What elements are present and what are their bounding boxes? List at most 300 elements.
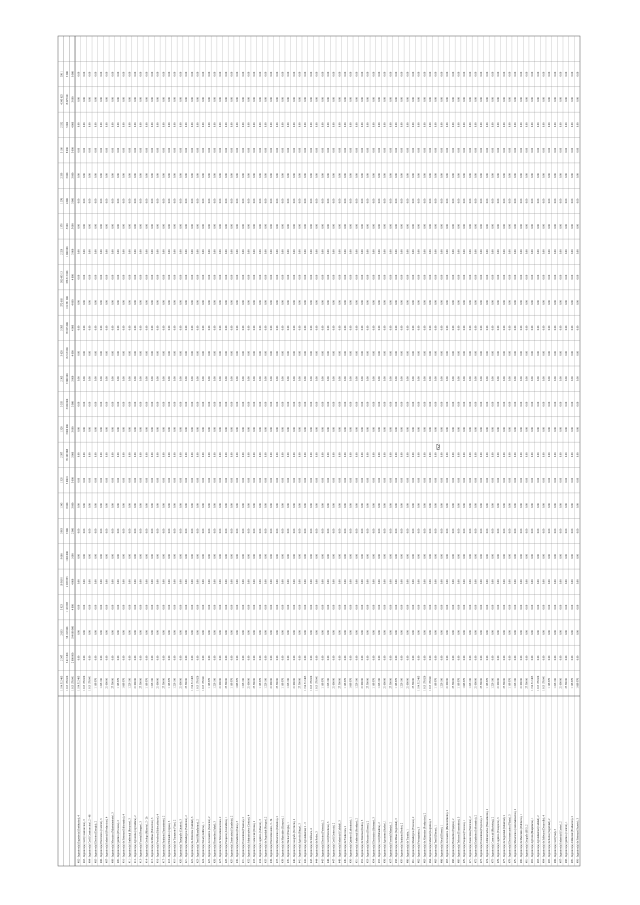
table-cell: 0.00	[224, 173, 228, 178]
table-cell: 0.00	[553, 528, 557, 534]
table-cell: 0.00	[315, 325, 319, 331]
table-cell: 0.00	[502, 325, 506, 331]
table-cell: 0.00	[202, 452, 206, 458]
table-cell: 0.00	[122, 452, 126, 458]
header-cell: 3 000	[71, 172, 75, 179]
table-cell: 0.00	[196, 554, 200, 559]
table-cell: 0.00	[145, 198, 149, 204]
table-cell: 0.00	[88, 503, 92, 508]
table-cell: 0.00	[224, 351, 228, 356]
table-cell: 0.00	[338, 376, 342, 381]
table-cell: 0.00	[417, 554, 421, 559]
table-cell: 0.00	[134, 477, 138, 483]
table-cell: 0.00	[219, 528, 223, 534]
table-cell: 1 228 100	[287, 678, 291, 689]
table-cell: 0.00	[236, 655, 240, 661]
table-cell: 0.00	[281, 477, 285, 483]
table-cell: 27 500 00	[224, 678, 228, 689]
table-cell: 0.00	[162, 198, 166, 204]
table-cell: 0.00	[88, 249, 92, 255]
table-cell: 0.00	[236, 376, 240, 381]
table-cell: 0.00	[122, 528, 126, 534]
table-cell: 0.00	[213, 427, 217, 432]
table-cell: 0.00	[309, 122, 313, 128]
table-cell: 0.00	[185, 452, 189, 458]
table-cell: 0.00	[474, 427, 478, 432]
table-cell: 0.00	[412, 579, 416, 585]
table-cell: 0.00	[134, 655, 138, 661]
table-cell: 0.00	[440, 604, 444, 610]
table-cell: 0.00	[134, 452, 138, 458]
table-cell: 0.00	[253, 503, 257, 508]
row-label: 489 - Ingeniero(a) Ambiental (Evaluacion), 2	[570, 816, 574, 863]
table-cell: 0.00	[536, 224, 540, 229]
table-cell: 0.00	[241, 503, 245, 508]
table-cell: 0.00	[213, 97, 217, 102]
table-cell: 0.00	[491, 71, 495, 77]
table-cell: 0.00	[451, 655, 455, 661]
table-cell: 0.00	[190, 122, 194, 128]
table-cell: 0.00	[548, 325, 552, 331]
table-cell: 0.00	[88, 630, 92, 635]
table-cell: 0.00	[406, 351, 410, 356]
table-cell: 0.00	[321, 528, 325, 534]
table-cell: 0.00	[536, 71, 540, 77]
table-cell: 0.00	[497, 452, 501, 458]
row-label: 486 - Ingeniero(a) Civil (Vial), 3	[553, 829, 557, 863]
table-cell: 0.00	[338, 401, 342, 407]
table-cell: 0.00	[122, 198, 126, 204]
table-cell: 0.00	[185, 71, 189, 77]
table-cell: 0.00	[576, 579, 580, 585]
table-cell: 0.00	[179, 604, 183, 610]
table-cell: 0.00	[332, 351, 336, 356]
table-cell: 0.00	[207, 579, 211, 585]
table-cell: 1 228 100	[151, 678, 155, 689]
table-cell: 0.00	[304, 147, 308, 153]
table-cell: 0.00	[559, 604, 563, 610]
table-cell: 0.00	[565, 71, 569, 77]
table-cell: 0.00	[457, 604, 461, 610]
table-cell: 0.00	[338, 604, 342, 610]
table-cell: 0.00	[338, 554, 342, 559]
table-cell: 0.00	[321, 122, 325, 128]
table-cell: 0.00	[383, 503, 387, 508]
table-cell: 0.00	[326, 528, 330, 534]
table-cell: 0.00	[485, 249, 489, 255]
table-cell: 27 500 00	[185, 678, 189, 689]
table-cell: 0.00	[253, 147, 257, 153]
table-cell: 21 000 00	[332, 678, 336, 689]
table-cell: 0.00	[224, 147, 228, 153]
table-cell: 0.00	[446, 224, 450, 229]
table-cell: 0.00	[196, 97, 200, 102]
table-cell: 0.00	[88, 198, 92, 204]
table-cell: 0.00	[508, 198, 512, 204]
table-cell: 0.00	[570, 173, 574, 178]
table-cell: 0.00	[179, 351, 183, 356]
table-cell: 0.00	[111, 401, 115, 407]
table-cell: 0.00	[508, 630, 512, 635]
row-label: 434 - Ingeniero(a) Logistico (Almacen), 3	[258, 819, 262, 863]
table-cell: 0.00	[446, 604, 450, 610]
table-cell: 0.00	[485, 477, 489, 483]
table-cell: 0.00	[82, 452, 86, 458]
table-cell: 0.00	[304, 71, 308, 77]
table-cell: 0.00	[525, 147, 529, 153]
header-cell: 99 095 000	[65, 322, 69, 334]
table-cell: 0.00	[412, 528, 416, 534]
table-cell: 0.00	[536, 554, 540, 559]
table-cell: 0.00	[349, 452, 353, 458]
table-cell: 0.00	[576, 452, 580, 458]
table-cell: 0.00	[525, 249, 529, 255]
table-cell: 0.00	[128, 198, 132, 204]
table-cell: 0.00	[321, 477, 325, 483]
table-cell: 0.00	[565, 300, 569, 305]
table-cell: 0.00	[162, 655, 166, 661]
table-cell: 0.00	[190, 452, 194, 458]
table-cell: 0.00	[491, 198, 495, 204]
row-label: 430 - Ingeniero(a) Estadistico (Datos), 3	[236, 821, 240, 863]
row-label: 468 - Ingeniero(a) Biomedico (Equipos), 2	[451, 818, 455, 863]
table-cell: 0.00	[230, 630, 234, 635]
table-cell: 0.00	[377, 401, 381, 407]
table-cell: 0.00	[241, 173, 245, 178]
table-cell: 0.00	[321, 579, 325, 585]
table-cell: 0.00	[219, 554, 223, 559]
table-cell: 0.00	[570, 477, 574, 483]
row-label: 456 - Ingeniero(a) Agronomo (Suelos), 1	[383, 820, 387, 863]
table-cell: 0.00	[514, 325, 518, 331]
header-cell: 2 000	[71, 528, 75, 534]
table-cell: 0.00	[230, 427, 234, 432]
table-cell: 0.00	[224, 630, 228, 635]
table-cell: 0.00	[536, 477, 540, 483]
table-cell: 0.00	[134, 173, 138, 178]
table-cell: 0.00	[497, 376, 501, 381]
table-cell: 0.00	[179, 528, 183, 534]
table-cell: 0.00	[258, 579, 262, 585]
table-cell: 0.00	[258, 97, 262, 102]
table-cell: 0.00	[321, 71, 325, 77]
table-cell: 0.00	[224, 604, 228, 610]
table-cell: 0.00	[360, 604, 364, 610]
table-cell: 27 500 00	[298, 678, 302, 689]
table-cell: 0.00	[298, 655, 302, 661]
table-cell: 0.00	[548, 147, 552, 153]
table-cell: 0.00	[298, 477, 302, 483]
table-cell: 0.00	[463, 147, 467, 153]
table-cell: 0.00	[497, 71, 501, 77]
table-cell: 0.00	[292, 300, 296, 305]
table-cell: 0.00	[372, 528, 376, 534]
table-cell: 0.00	[451, 224, 455, 229]
row-label: 423 - Ingeniero(a) Textil (Manufactura), 2	[196, 819, 200, 863]
table-cell: 0.00	[508, 528, 512, 534]
table-cell: 0.00	[258, 300, 262, 305]
table-cell: 0.00	[168, 122, 172, 128]
table-cell: 0.00	[241, 376, 245, 381]
table-cell: 0.00	[389, 604, 393, 610]
table-cell: 0.00	[224, 97, 228, 102]
table-cell: 0.00	[355, 655, 359, 661]
table-cell: 0.00	[202, 579, 206, 585]
table-cell: 0.00	[99, 427, 103, 432]
header-cell: 3 028	[60, 350, 64, 357]
row-label: 470 - Ingeniero(a) Pesquero (Procesos), 1	[463, 819, 467, 863]
table-cell: 0.00	[281, 376, 285, 381]
table-cell: 0.00	[372, 630, 376, 635]
table-cell: 0.00	[151, 452, 155, 458]
table-cell: 0.00	[502, 630, 506, 635]
table-cell: 0.00	[196, 376, 200, 381]
table-cell: 0.00	[287, 427, 291, 432]
table-cell: 0.00	[219, 655, 223, 661]
table-cell: 0.00	[326, 325, 330, 331]
table-cell: 0.00	[128, 477, 132, 483]
table-cell: 1 008 976	[349, 678, 353, 689]
table-cell: 0.00	[281, 325, 285, 331]
table-cell: 0.00	[145, 351, 149, 356]
table-cell: 0.00	[82, 71, 86, 77]
table-cell: 0.00	[491, 579, 495, 585]
table-cell: 0.00	[258, 427, 262, 432]
table-cell: 0.00	[355, 452, 359, 458]
table-cell: 0.00	[434, 71, 438, 77]
table-cell: 0.00	[168, 325, 172, 331]
table-cell: 0.00	[292, 477, 296, 483]
table-cell: 0.00	[185, 376, 189, 381]
table-cell: 0.00	[508, 604, 512, 610]
header-cell: 18 903 9	[60, 577, 64, 587]
table-cell: 0.00	[553, 198, 557, 204]
table-cell: 0.00	[139, 71, 143, 77]
table-cell: 0.00	[332, 122, 336, 128]
table-cell: 0.00	[179, 325, 183, 331]
table-cell: 0.00	[287, 300, 291, 305]
table-cell: 0.00	[355, 630, 359, 635]
table-cell: 0.00	[145, 452, 149, 458]
table-cell: 1 008 976	[236, 678, 240, 689]
table-cell: 0.00	[429, 71, 433, 77]
table-cell: 0.00	[440, 147, 444, 153]
table-cell: 0.00	[480, 122, 484, 128]
table-cell: 0.00	[508, 351, 512, 356]
table-cell: 0.00	[502, 97, 506, 102]
table-cell: 0.00	[94, 579, 98, 585]
table-cell: 0.00	[247, 300, 251, 305]
table-cell: 0.00	[338, 528, 342, 534]
table-cell: 0.00	[429, 224, 433, 229]
table-cell: 0.00	[536, 249, 540, 255]
table-cell: 0.00	[168, 452, 172, 458]
table-cell: 0.00	[531, 173, 535, 178]
table-cell: 0.00	[258, 401, 262, 407]
table-cell: 0.00	[480, 97, 484, 102]
table-cell: 0.00	[412, 427, 416, 432]
table-cell: 0.00	[139, 376, 143, 381]
table-cell: 0.00	[406, 477, 410, 483]
table-cell: 0.00	[270, 300, 274, 305]
table-cell: 0.00	[531, 427, 535, 432]
table-cell: 0.00	[326, 249, 330, 255]
table-cell: 0.00	[548, 477, 552, 483]
table-cell: 0.00	[202, 198, 206, 204]
table-cell: 0.00	[559, 249, 563, 255]
table-cell: 0.00	[434, 376, 438, 381]
table-cell: 0.00	[525, 477, 529, 483]
table-cell: 0.00	[389, 173, 393, 178]
table-cell: 0.00	[253, 325, 257, 331]
row-label: 435 - Ingeniero(a) de Seguridad (Riesgos), 2	[264, 816, 268, 863]
table-cell: 0.00	[360, 376, 364, 381]
table-cell: 0.00	[82, 604, 86, 610]
table-cell: 0.00	[332, 249, 336, 255]
table-cell: 0.00	[151, 655, 155, 661]
table-cell: 0.00	[553, 503, 557, 508]
table-cell: 0.00	[213, 224, 217, 229]
table-cell: 0.00	[355, 427, 359, 432]
table-cell: 0.00	[224, 401, 228, 407]
table-cell: 1 108 976	[94, 678, 98, 689]
table-cell: 0.00	[576, 351, 580, 356]
table-cell: 0.00	[366, 122, 370, 128]
table-cell: 0.00	[275, 274, 279, 280]
table-cell: 21 000 00	[292, 678, 296, 689]
table-cell: 0.00	[525, 655, 529, 661]
table-cell: 0.00	[451, 503, 455, 508]
table-cell: 0.00	[156, 97, 160, 102]
table-cell: 0.00	[298, 351, 302, 356]
table-cell: 1 108 976	[570, 678, 574, 689]
table-cell: 0.00	[463, 655, 467, 661]
table-cell: 0.00	[372, 147, 376, 153]
table-cell: 0.00	[531, 655, 535, 661]
table-cell: 0.00	[105, 351, 109, 356]
table-cell: 0.00	[468, 122, 472, 128]
table-cell: 0.00	[406, 503, 410, 508]
table-cell: 0.00	[213, 579, 217, 585]
table-cell: 0.00	[446, 655, 450, 661]
table-cell: 0.00	[531, 249, 535, 255]
table-cell: 0.00	[491, 351, 495, 356]
table-cell: 0.00	[429, 655, 433, 661]
table-cell: 1 013 176 041	[542, 675, 546, 691]
table-cell: 0.00	[213, 249, 217, 255]
table-cell: 0.00	[134, 376, 138, 381]
table-cell: 0.00	[480, 554, 484, 559]
table-cell: 0.00	[326, 147, 330, 153]
table-cell: 0.00	[111, 427, 115, 432]
table-cell: 0.00	[395, 401, 399, 407]
table-cell: 0.00	[139, 198, 143, 204]
table-cell: 0.00	[468, 147, 472, 153]
table-cell: 0.00	[309, 604, 313, 610]
table-cell: 0.00	[99, 274, 103, 280]
table-cell: 0.00	[309, 477, 313, 483]
table-cell: 0.00	[241, 198, 245, 204]
table-cell: 0.00	[179, 198, 183, 204]
table-cell: 0.00	[156, 503, 160, 508]
table-cell: 0.00	[395, 427, 399, 432]
table-cell: 0.00	[457, 97, 461, 102]
table-cell: 0.00	[270, 427, 274, 432]
table-cell: 0.00	[343, 173, 347, 178]
table-cell: 0.00	[429, 122, 433, 128]
table-cell: 0.00	[304, 376, 308, 381]
table-cell: 0.00	[531, 376, 535, 381]
table-cell: 0.00	[514, 528, 518, 534]
table-cell: 0.00	[485, 401, 489, 407]
table-cell: 0.00	[497, 503, 501, 508]
table-cell: 0.00	[446, 97, 450, 102]
table-cell: 0.00	[99, 351, 103, 356]
table-cell: 0.00	[548, 274, 552, 280]
table-cell: 0.00	[440, 452, 444, 458]
table-cell: 0.00	[309, 351, 313, 356]
table-cell: 0.00	[213, 401, 217, 407]
table-cell: 0.00	[451, 579, 455, 585]
table-cell: 0.00	[321, 604, 325, 610]
table-cell: 0.00	[298, 71, 302, 77]
table-cell: 0.00	[468, 579, 472, 585]
table-cell: 0.00	[429, 376, 433, 381]
table-cell: 0.00	[434, 122, 438, 128]
table-cell: 0.00	[241, 147, 245, 153]
table-cell: 0.00	[111, 376, 115, 381]
table-cell: 0.00	[179, 376, 183, 381]
table-cell: 0.00	[230, 477, 234, 483]
table-cell: 0.00	[202, 274, 206, 280]
table-cell: 0.00	[542, 503, 546, 508]
table-cell: 0.00	[213, 452, 217, 458]
table-cell: 0.00	[309, 579, 313, 585]
table-cell: 0.00	[565, 528, 569, 534]
table-cell: 0.00	[349, 528, 353, 534]
table-cell: 0.00	[190, 503, 194, 508]
table-cell: 0.00	[497, 401, 501, 407]
table-cell: 0.00	[111, 655, 115, 661]
table-cell: 0.00	[531, 401, 535, 407]
table-cell: 0.00	[536, 427, 540, 432]
table-cell: 0.00	[457, 325, 461, 331]
table-cell: 0.00	[508, 477, 512, 483]
table-cell: 0.00	[230, 147, 234, 153]
table-cell: 0.00	[491, 528, 495, 534]
table-cell: 1 194 512 403	[77, 675, 81, 691]
table-cell: 0.00	[360, 554, 364, 559]
table-cell: 0.00	[275, 147, 279, 153]
table-cell: 0.00	[94, 477, 98, 483]
table-cell: 0.00	[400, 249, 404, 255]
table-cell: 0.00	[99, 198, 103, 204]
table-cell: 0.00	[400, 274, 404, 280]
table-cell: 0.00	[321, 655, 325, 661]
table-cell: 0.00	[485, 147, 489, 153]
table-cell: 0.00	[253, 554, 257, 559]
table-cell: 0.00	[185, 122, 189, 128]
table-cell: 0.00	[377, 452, 381, 458]
table-cell: 0.00	[434, 97, 438, 102]
table-cell: 0.00	[247, 274, 251, 280]
table-cell: 0.00	[429, 554, 433, 559]
table-cell: 0.00	[491, 147, 495, 153]
table-cell: 0.00	[366, 147, 370, 153]
table-cell: 0.00	[196, 427, 200, 432]
table-cell: 0.00	[553, 477, 557, 483]
table-cell: 0.00	[270, 147, 274, 153]
